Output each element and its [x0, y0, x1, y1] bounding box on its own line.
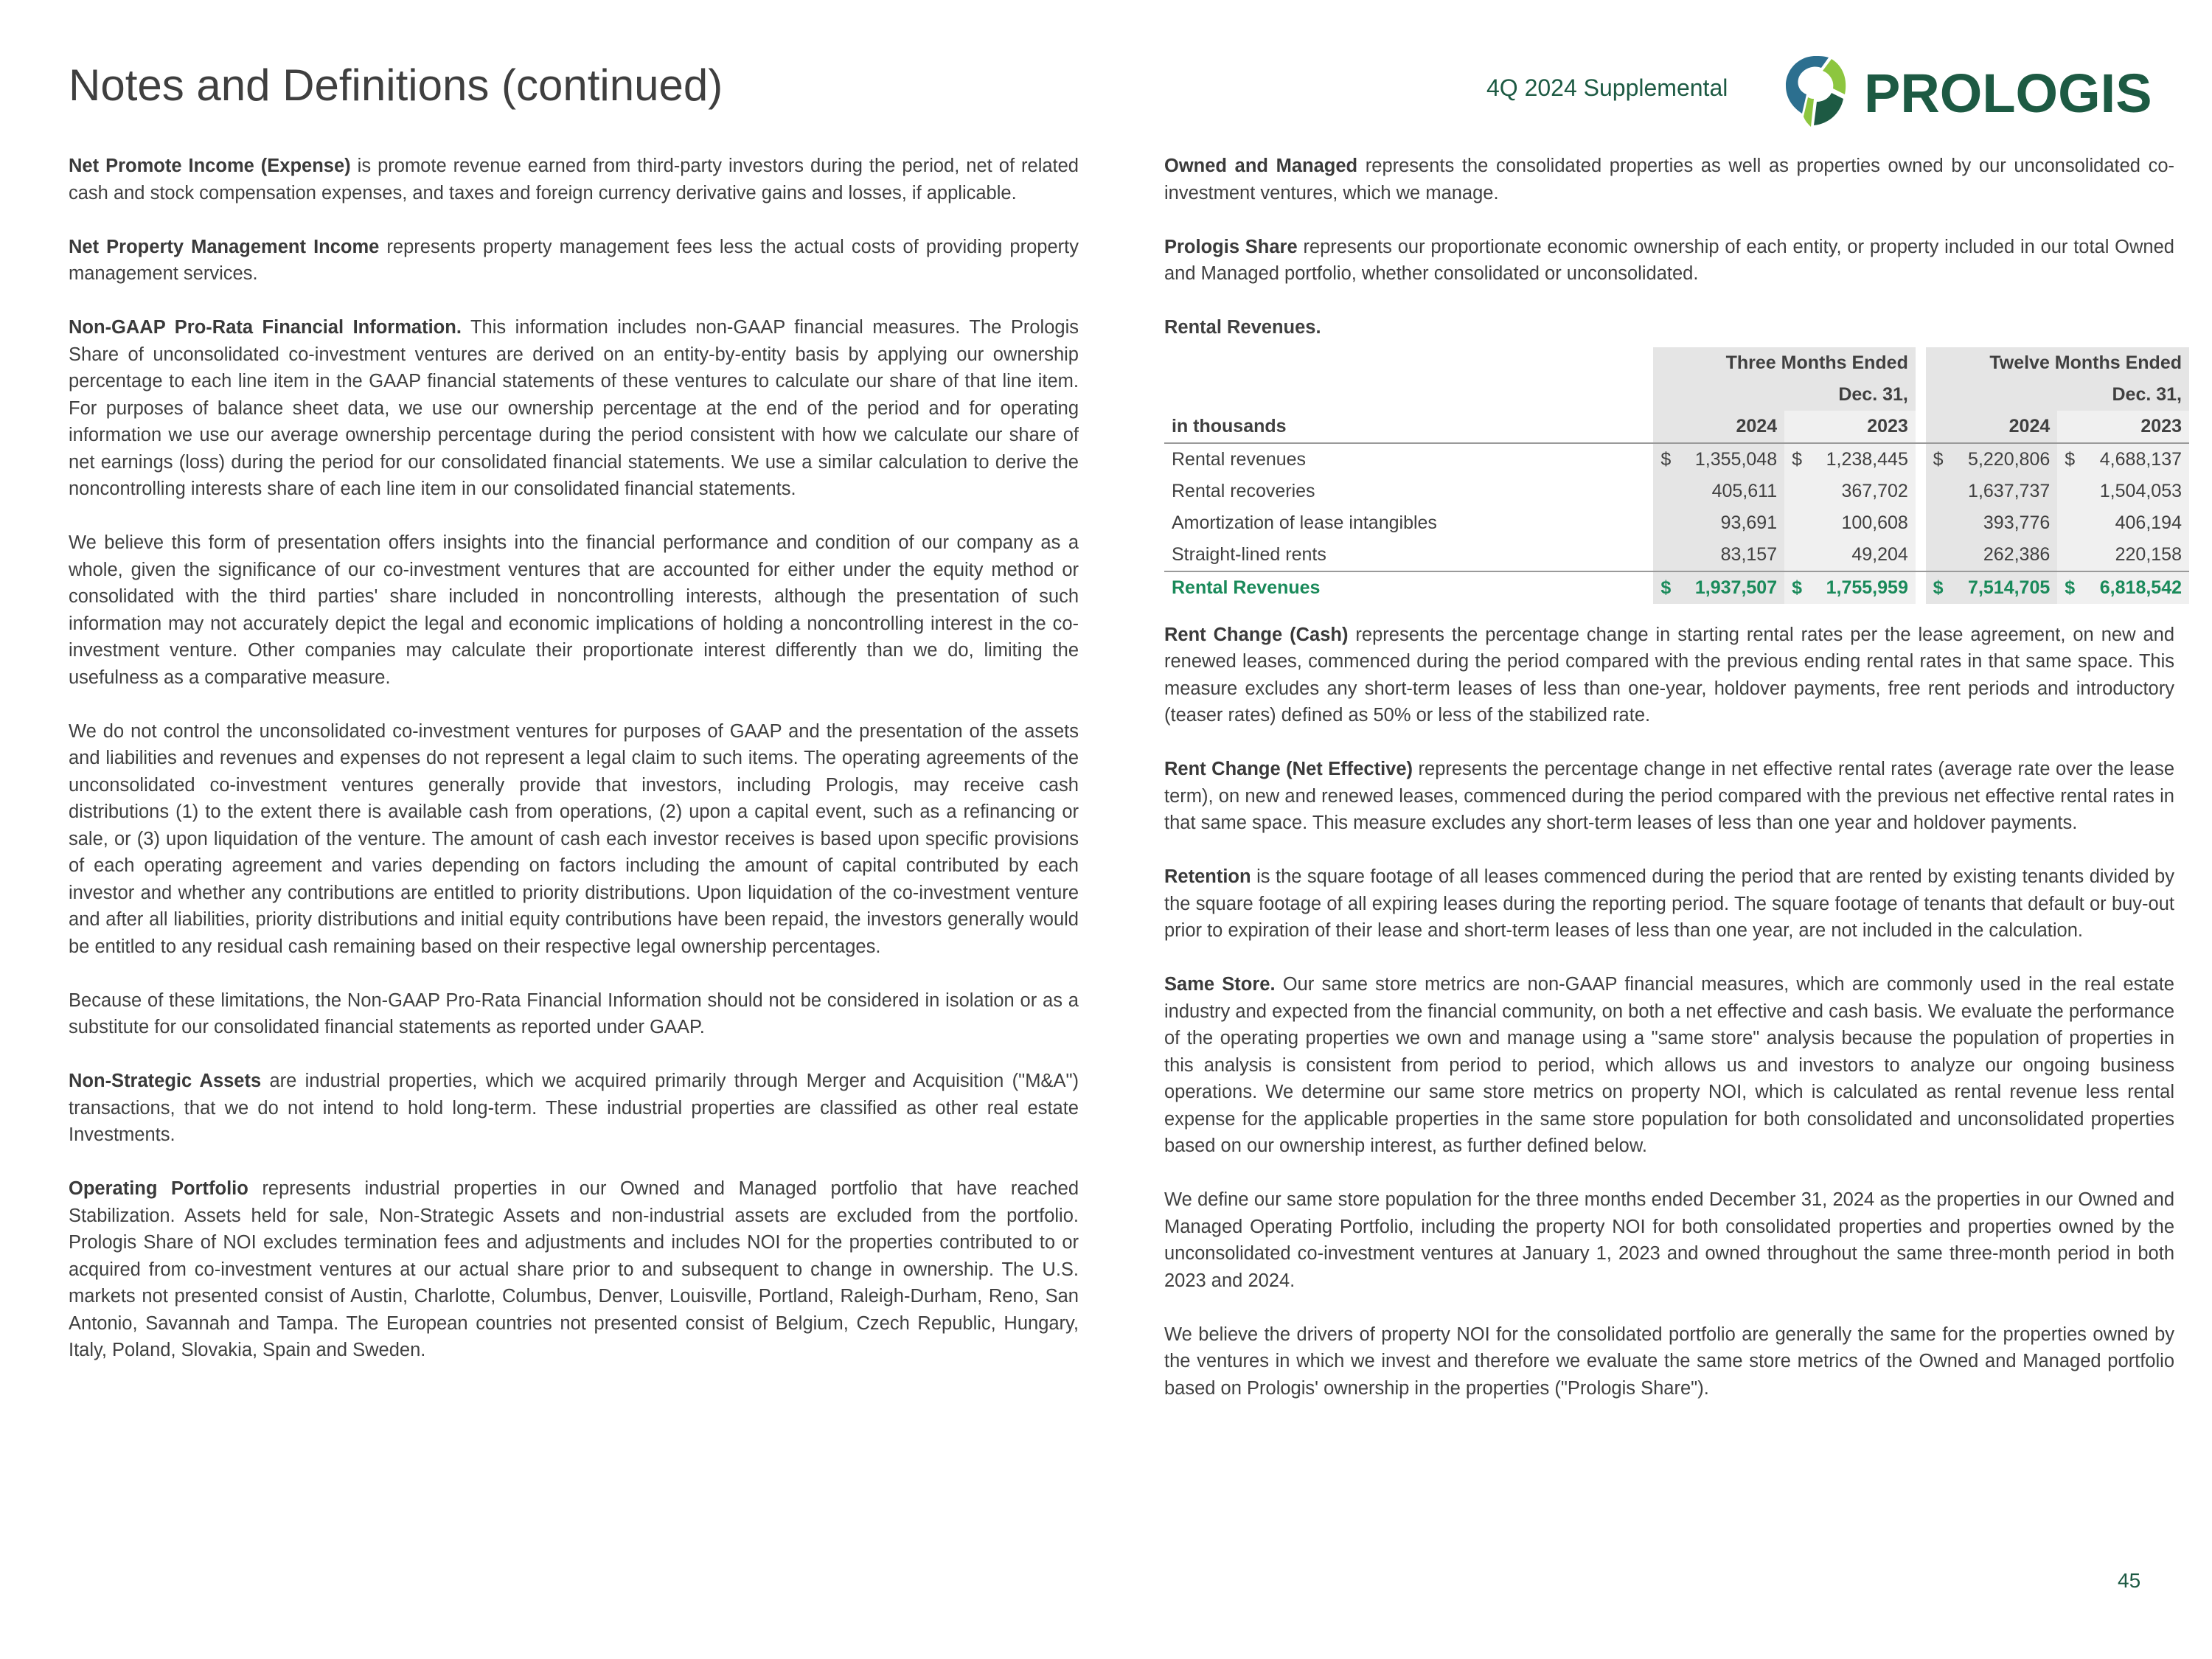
rental-revenues-table: [1164, 347, 2189, 604]
unit-label: in thousands: [1164, 411, 1653, 443]
twelve-months-header: Twelve Months Ended: [1926, 347, 2189, 379]
rent-change-cash-paragraph: Rent Change (Cash) represents the percentage change in starting rental rates per the lease agreement, on new and renewed leases, commenced during the period compared with the previous ending rental rates in that same space. This measure excludes any short-term leases of less than one-year, holdover payments, free rent periods and introductory (teaser rates) defined as 50% or less of the stabilized rate.: [1164, 624, 2174, 726]
we-define-paragraph: We define our same store population for the three months ended December 31, 2024 as the properties in our Owned and Managed Operating Portfolio, including the property NOI for both consolidated properties and properties owned by the unconsolidated co-investment ventures at January 1, 2023 and owned throughout the same three-month period in both 2023 and 2024.: [1164, 1189, 2174, 1291]
owned-managed-paragraph: Owned and Managed represents the consolidated properties as well as properties owned by our unconsolidated co-investment ventures, which we manage.: [1164, 156, 2175, 204]
right-column: [1164, 153, 2182, 1429]
logo-text: PROLOGIS: [1864, 63, 2152, 124]
table-row: Straight-lined rents 83,157 49,204 262,386 220,158: [1164, 539, 2189, 571]
net-promote-paragraph: Net Promote Income (Expense) is promote revenue earned from third-party investors during the period, net of related cash and stock compensation expenses, and taxes and foreign currency derivative gains and losses, if applicable.: [69, 156, 1079, 204]
supplemental-label: 4Q 2024 Supplemental: [1486, 74, 1728, 101]
dec31-header-12m: Dec. 31,: [1926, 379, 2189, 411]
table-header-row-3: [1164, 411, 2189, 443]
year-header: 2024: [1653, 411, 1784, 443]
table-total-row: Rental Revenues $ 1,937,507 $ 1,755,959 $ 7,514,705 $ 6,818,542: [1164, 571, 2189, 604]
prologis-share-paragraph: Prologis Share represents our proportionate economic ownership of each entity, or property included in our total Owned and Managed portfolio, whether consolidated or unconsolidated.: [1164, 236, 2174, 284]
year-header: 2023: [2057, 411, 2189, 443]
table-row: Amortization of lease intangibles 93,691 100,608 393,776 406,194: [1164, 507, 2189, 539]
because-paragraph: Because of these limitations, the Non-GAAP Pro-Rata Financial Information should not be considered in isolation or as a substitute for our consolidated financial statements as reported under GAAP.: [69, 990, 1079, 1037]
table-row: Rental recoveries 405,611 367,702 1,637,737 1,504,053: [1164, 476, 2189, 507]
globe-icon: [1786, 56, 1846, 127]
rent-change-net-paragraph: Rent Change (Net Effective) represents the percentage change in net effective rental rates (average rate over the lease term), on new and renewed leases, commenced during the period compared with the previous net effective rental rates in that same space. This measure excludes any short-term leases of less than one year and holdover payments.: [1164, 759, 2175, 833]
year-header: 2023: [1784, 411, 1916, 443]
non-strategic-paragraph: Non-Strategic Assets are industrial properties, which we acquired primarily through Merger and Acquisition ("M&A") transactions, that we do not intend to hold long-term. These industrial properties are classified as other real estate Investments.: [69, 1071, 1079, 1145]
same-store-paragraph: Same Store. Our same store metrics are non-GAAP financial measures, which are commonly used in the real estate industry and expected from the financial community, on both a net effective and cash basis. We evaluate the performance of the operating properties we own and manage using a "same store" analysis because the population of properties in this analysis is consistent from period to period, which allows us and investors to analyze our ongoing business operations. We determine our same store metrics on property NOI, which is calculated as rental revenue less rental expense for the applicable properties in the same store population for both consolidated and unconsolidated properties based on our ownership interest, as further defined below.: [1164, 974, 2174, 1156]
table-row: Rental revenues $ 1,355,048 $ 1,238,445 $ 5,220,806 $ 4,688,137: [1164, 443, 2189, 476]
operating-portfolio-paragraph: Operating Portfolio represents industrial properties in our Owned and Managed portfolio that have reached Stabilization. Assets held for sale, Non-Strategic Assets and non-industrial assets are excluded from the portfolio. Prologis Share of NOI excludes termination fees and adjustments and includes NOI for the properties contributed to or acquired from co-investment ventures at our actual share prior to and subsequent to change in ownership. The U.S. markets not presented consist of Austin, Charlotte, Columbus, Denver, Louisville, Portland, Raleigh-Durham, Reno, San Antonio, Savannah and Tampa. The European countries not presented consist of Belgium, Czech Republic, Hungary, Italy, Poland, Slovakia, Spain and Sweden.: [69, 1178, 1079, 1360]
table-header-row-1: [1164, 347, 2189, 379]
we-believe-paragraph: We believe this form of presentation offers insights into the financial performance and condition of our company as a whole, given the significance of our co-investment ventures that are accounted for either under the equity method or consolidated with the third parties' share included in noncontrolling interests, although the presentation of such information may not accurately depict the legal and economic implications of holding a noncontrolling interest in the co-investment venture. Other companies may calculate their proportionate interest differently than we do, limiting the usefulness as a comparative measure.: [69, 532, 1079, 688]
rental-revenues-heading: Rental Revenues.: [1164, 317, 1321, 338]
net-property-paragraph: Net Property Management Income represents property management fees less the actual costs of providing property management services.: [69, 236, 1079, 284]
non-gaap-paragraph: Non-GAAP Pro-Rata Financial Information. This information includes non-GAAP financial measures. The Prologis Share of unconsolidated co-investment ventures are derived on an entity-by-entity basis by applying our ownership percentage to each line item in the GAAP financial statements of these ventures to calculate our share of that line item. For purposes of balance sheet data, we use our ownership percentage at the end of the period and for operating information we use our average ownership percentage during the period consistent with how we calculate our share of net earnings (loss) during the period for our consolidated financial statements. We use a similar calculation to derive the noncontrolling interests share of each line item in our consolidated financial statements.: [69, 317, 1079, 499]
table-header-row-2: [1164, 379, 2189, 411]
left-column: [69, 153, 1079, 1391]
dec31-header-3m: Dec. 31,: [1653, 379, 1915, 411]
three-months-header: Three Months Ended: [1653, 347, 1915, 379]
year-header: 2024: [1926, 411, 2058, 443]
prologis-logo: [1777, 50, 2175, 131]
we-do-not-control-paragraph: We do not control the unconsolidated co-investment ventures for purposes of GAAP and the presentation of the assets and liabilities and revenues and expenses do not represent a legal claim to such items. The operating agreements of the unconsolidated co-investment ventures generally provide that investors, including Prologis, may receive cash distributions (1) to the extent there is available cash from operations, (2) upon a capital event, such as a refinancing or sale, or (3) upon liquidation of the venture. The amount of cash each investor receives is based upon specific provisions of each operating agreement and varies depending on factors including the amount of capital contributed by each investor and whether any contributions are entitled to priority distributions. Upon liquidation of the co-investment venture and after all liabilities, priority distributions and initial equity contributions have been repaid, the investors generally would be entitled to any residual cash remaining based on their respective legal ownership percentages.: [69, 720, 1079, 957]
page-number: 45: [2118, 1569, 2141, 1592]
we-believe-drivers-paragraph: We believe the drivers of property NOI for the consolidated portfolio are generally the same for the properties owned by the ventures in which we invest and therefore we evaluate the same store metrics of the Owned and Managed portfolio based on Prologis' ownership in the properties ("Prologis Share").: [1164, 1324, 2174, 1399]
page-title: Notes and Definitions (continued): [69, 60, 723, 110]
retention-paragraph: Retention is the square footage of all leases commenced during the period that are rented by existing tenants divided by the square footage of all expiring leases during the reporting period. The square footage of tenants that default or buy-out prior to expiration of their lease and short-term leases of less than one year, are not included in the calculation.: [1164, 866, 2174, 941]
